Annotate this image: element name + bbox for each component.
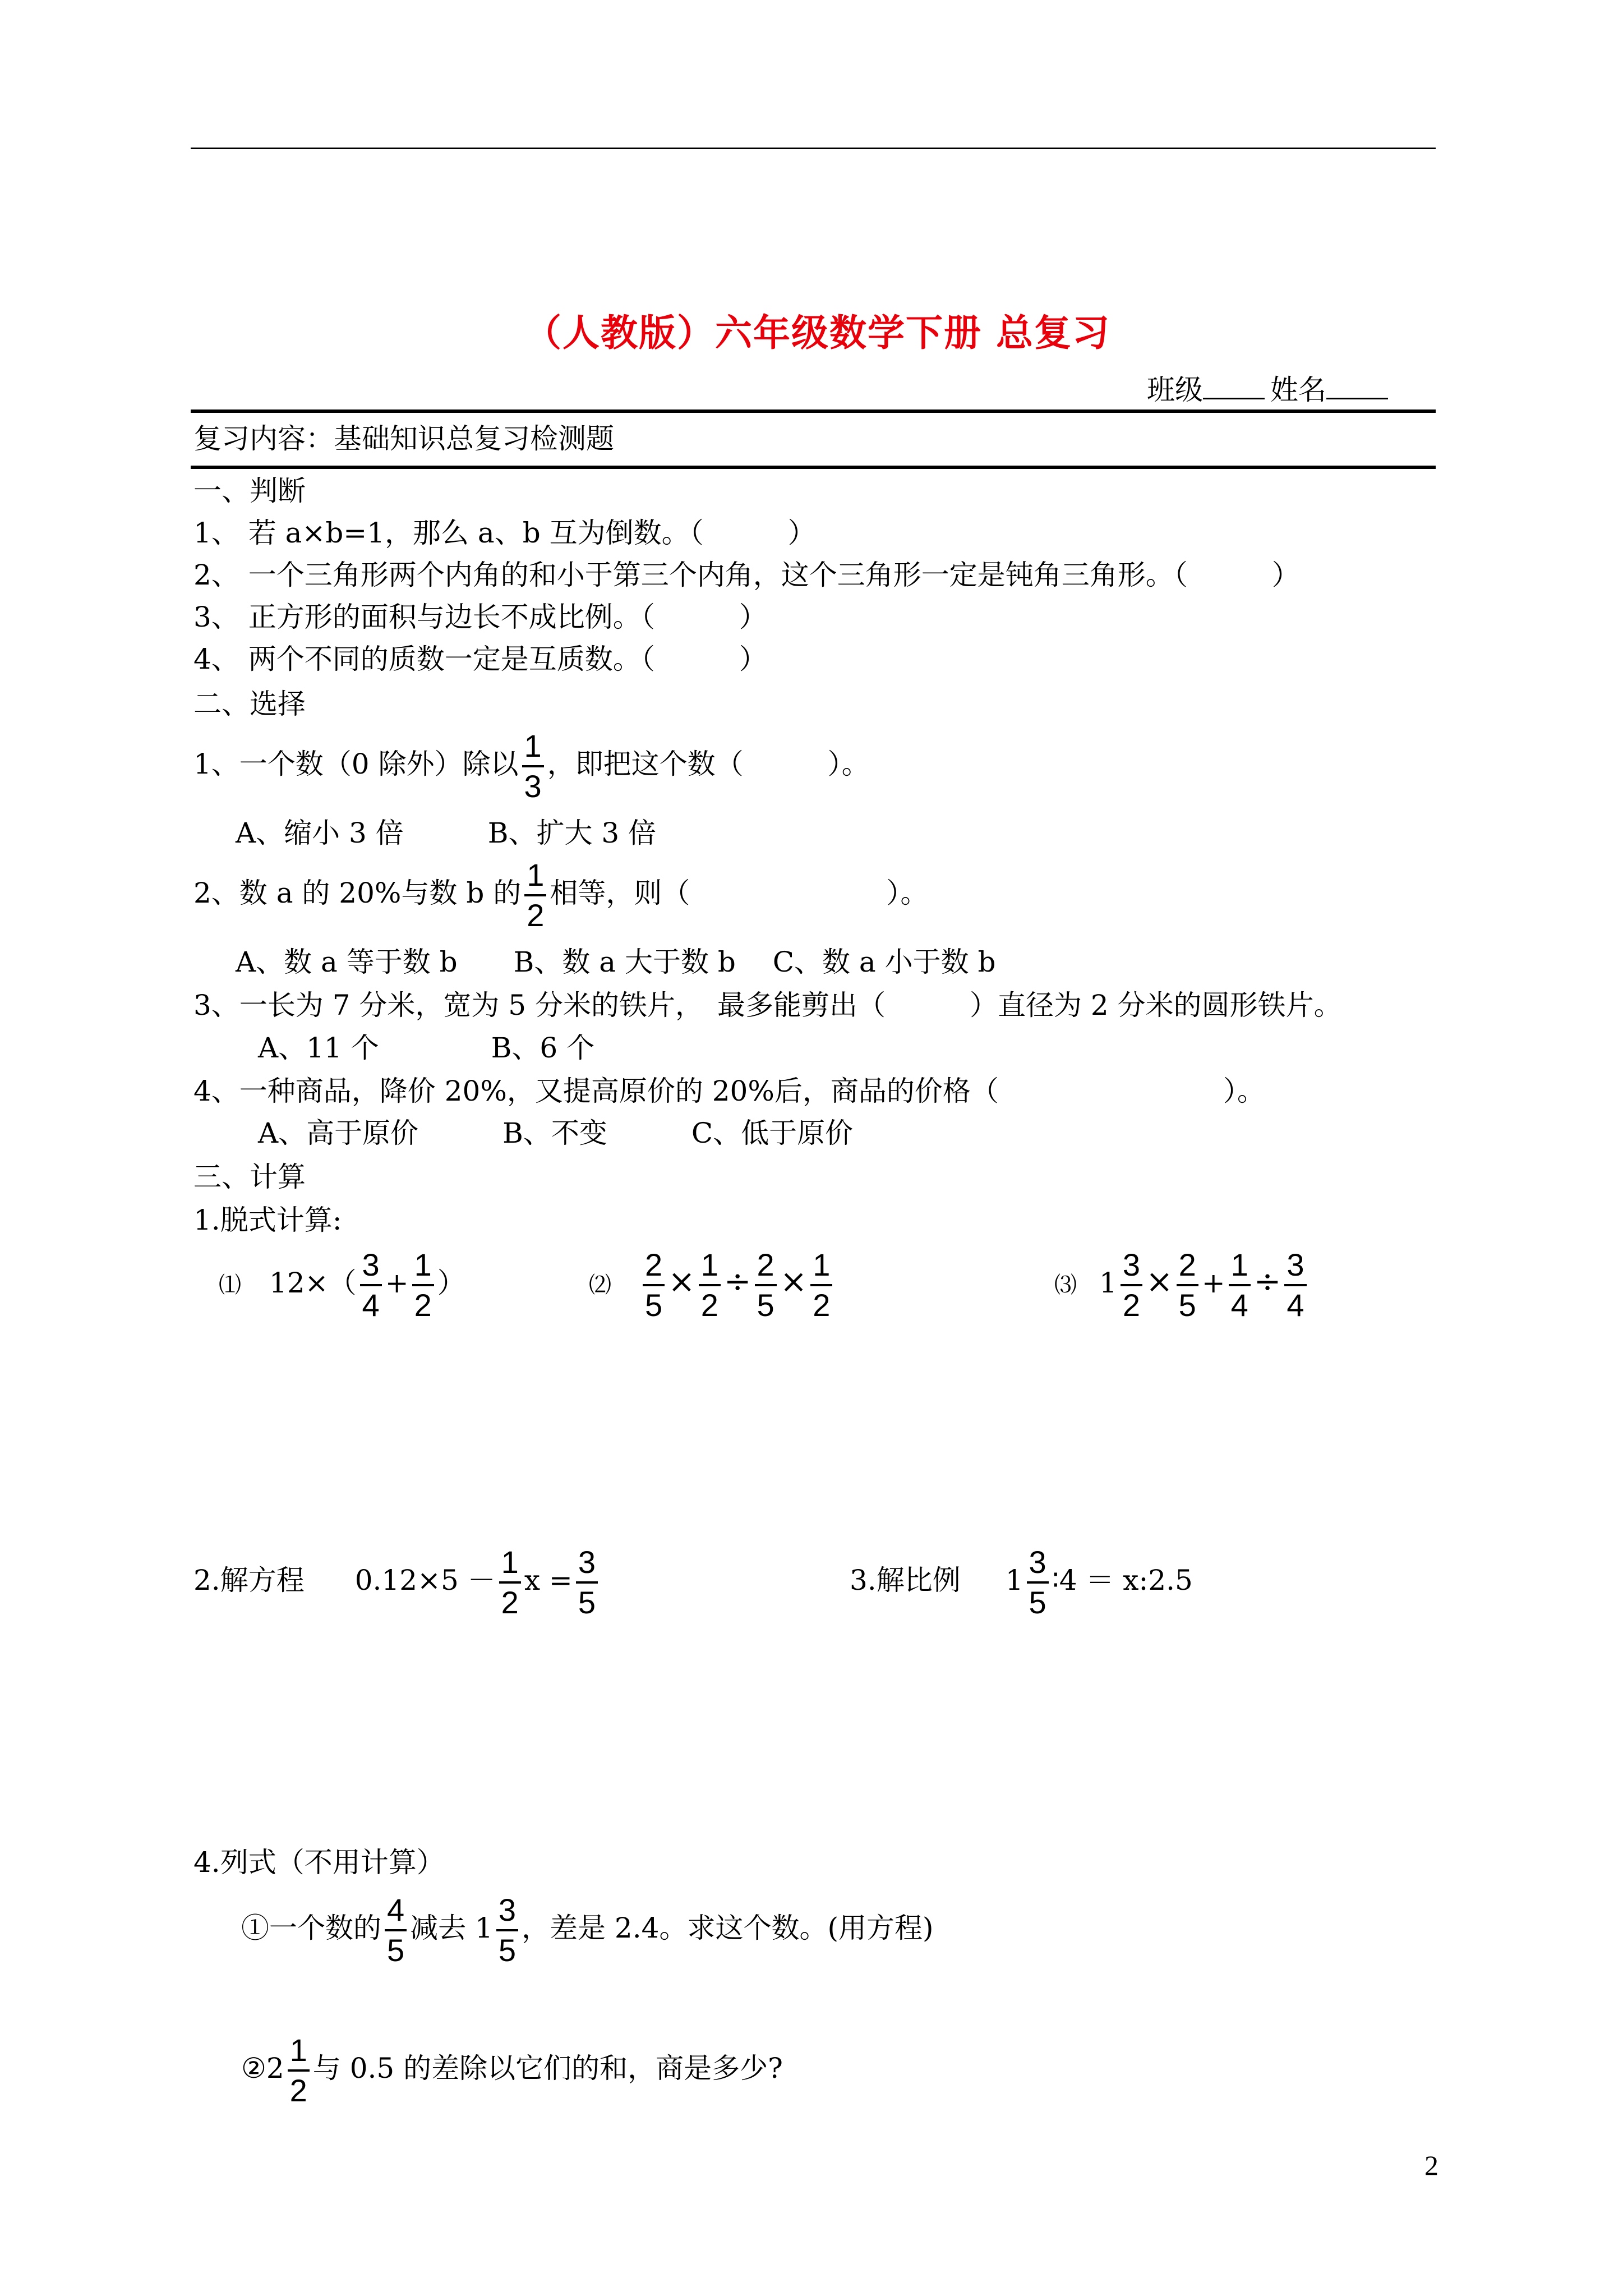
calc-1-text: 12×（ [269,1267,357,1299]
list-q2-text-a: ②2 [241,2052,284,2085]
section-2-heading: 二、选择 [193,688,306,720]
top-rule [191,148,1436,149]
section-1-heading: 一、判断 [193,475,306,507]
equation-label: 2.解方程 [193,1564,305,1596]
calc-2: ⑵ $\frac{2}{5}$ × $\frac{1}{2}$ ÷ $\frac{2}{5}$ × $\frac{1}{2}$ [589,1248,836,1322]
list-q1-text-c: ，差是 2.4。求这个数。(用方程) [522,1912,934,1944]
fraction-one-half: $\frac{1}{2}$ [524,858,546,932]
header-rule-bottom [191,466,1436,469]
proportion: 3.解比例 1 $\frac{3}{5}$ ∶4 ＝ x:2.5 [850,1544,1193,1620]
name-label: 姓名 [1270,374,1326,406]
equation-text: 0.12×5 － [354,1564,496,1596]
proportion-label: 3.解比例 [850,1564,961,1596]
calc-sub1: 1.脱式计算: [193,1204,342,1236]
judge-q3: 3、 正方形的面积与边长不成比例。（ ） [193,601,767,633]
choice-q1-text-a: 1、一个数（0 除外）除以 [193,748,519,780]
choice-q2-options: A、数 a 等于数 b B、数 a 大于数 b C、数 a 小于数 b [236,946,996,978]
equation: 2.解方程 0.12×5 － $\frac{1}{2}$ x = $\frac{3}{5}$ [193,1545,601,1619]
judge-q4: 4、 两个不同的质数一定是互质数。（ ） [193,643,767,675]
page-number: 2 [1424,2150,1438,2181]
choice-q4-options: A、高于原价 B、不变 C、低于原价 [258,1117,854,1149]
fraction-one-third: $\frac{1}{3}$ [522,729,544,803]
list-q2: ②2 $\frac{1}{2}$ 与 0.5 的差除以它们的和，商是多少? [241,2032,783,2108]
calc-1: ⑴ 12×（ $\frac{3}{4}$ + $\frac{1}{2}$ ） [219,1247,465,1323]
page-title: （人教版）六年级数学下册 总复习 [524,311,1110,355]
list-q1: ①一个数的 $\frac{4}{5}$ 减去 1 $\frac{3}{5}$ ，差是 2.4。求这个数。(用方程) [241,1892,934,1968]
calc-3: ⑶ 1 $\frac{3}{2}$ × $\frac{2}{5}$ + $\frac{1}{4}$ ÷ $\frac{3}{4}$ [1054,1248,1310,1322]
class-label: 班级 [1147,374,1203,406]
choice-q1 [193,729,870,803]
intro-text: 复习内容：基础知识总复习检测题 [193,422,614,455]
name-blank[interactable] [1326,373,1388,399]
choice-q2 [193,858,928,932]
class-name-line [1147,373,1388,407]
choice-q4: 4、一种商品，降价 20%，又提高原价的 20%后，商品的价格（ ）。 [193,1075,1265,1107]
choice-q1-options: A、缩小 3 倍 B、扩大 3 倍 [236,817,657,849]
calc-3-label: ⑶ [1054,1272,1077,1298]
section-3-heading: 三、计算 [193,1161,306,1193]
calc-2-label: ⑵ [589,1272,611,1298]
judge-q1: 1、 若 a×b=1，那么 a、b 互为倒数。（ ） [193,517,816,549]
choice-q2-text-a: 2、数 a 的 20%与数 b 的 [193,877,522,909]
choice-q1-text-b: ，即把这个数（ ）。 [547,748,870,780]
class-blank[interactable] [1203,373,1265,399]
choice-q3: 3、一长为 7 分米，宽为 5 分米的铁片， 最多能剪出（ ）直径为 2 分米的圆形铁片。 [193,989,1342,1022]
list-sub4: 4.列式（不用计算） [193,1846,445,1879]
list-q2-text-b: 与 0.5 的差除以它们的和，商是多少? [312,2052,783,2085]
header-rule-top [191,409,1436,413]
list-q1-text-b: 减去 1 [410,1912,493,1944]
judge-q2: 2、 一个三角形两个内角的和小于第三个内角，这个三角形一定是钝角三角形。（ ） [193,559,1300,591]
list-q1-text-a: ①一个数的 [241,1912,381,1944]
choice-q2-text-b: 相等，则（ ）。 [550,877,929,909]
calc-1-label: ⑴ [219,1272,241,1298]
choice-q3-options: A、11 个 B、6 个 [258,1032,595,1064]
